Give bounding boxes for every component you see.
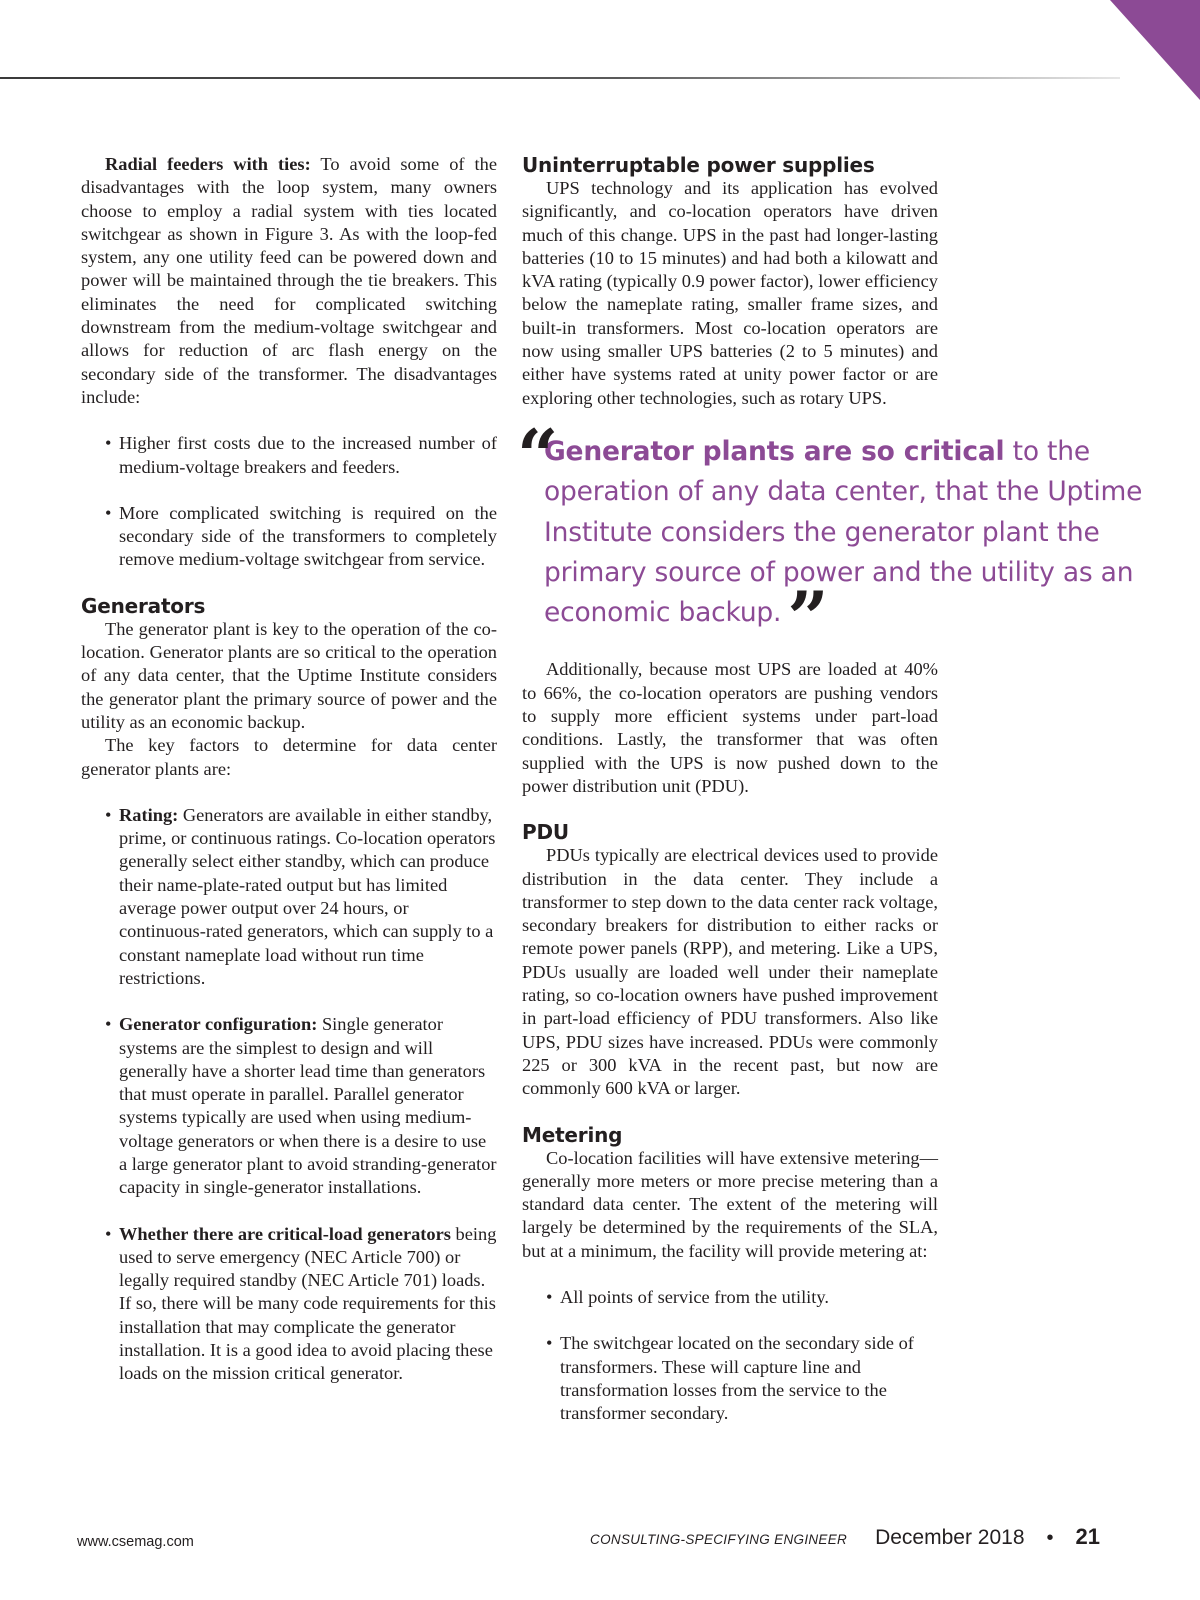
generator-factors-list [81, 804, 497, 1386]
metering-points-list [522, 1286, 938, 1425]
metering-point: • All points of service from the utility. [522, 1286, 938, 1309]
radial-feeders-text: To avoid some of the disadvantages with the loop system, many owners choose to employ a radial system with ties located switchgear as shown in Figure 3. As with the loop-fed system, any one utility feed can be powered down and power will be maintained through the tie breakers. This eliminates the need for complicated switching downstream from the medium-voltage switchgear and allows for reduction of arc flash energy on the secondary side of the transformer. The disadvantages include: [81, 154, 498, 407]
disadvantage-item: • Higher first costs due to the increased number of medium-voltage breakers and feeders. [81, 432, 497, 479]
factor-text: Single generator systems are the simplest to design and will generally have a shorter lead time than generators that must operate in parallel. Parallel generator systems typically are used when using medium-voltage generators or when there is a desire to use a large generator plant to avoid stranding-generator capacity in single-generator installations. [119, 1014, 497, 1198]
corner-accent [1090, 0, 1200, 110]
factor-item-critical-load [81, 1223, 497, 1386]
right-column [517, 153, 1143, 1425]
metering-paragraph: Co-location facilities will have extensive metering—generally more meters or more precise metering than a standard data center. The extent of the metering will largely be determined by the requirements of the SLA, but at a minimum, the facility will provide metering at: [522, 1147, 938, 1261]
ups-heading: Uninterruptable power supplies [522, 153, 875, 177]
radial-feeders-lead: Radial feeders with ties: [105, 154, 311, 174]
pdu-heading: PDU [522, 820, 569, 845]
pdu-paragraph: PDUs typically are electrical devices used to provide distribution in the data center. They include a transformer to step down to the data center rack voltage, secondary breakers for distribution to either racks or remote power panels (RPP), and metering. Like a UPS, PDUs usually are loaded well under their nameplate rating, so co-location owners have pushed improvement in part-load efficiency of PDU transformers. Also like UPS, PDU sizes have increased. PDUs were commonly 225 or 300 kVA in the recent past, but now are commonly 600 kVA or larger. [522, 845, 938, 1099]
pull-quote [517, 412, 1144, 661]
left-column [81, 153, 497, 1386]
factor-text: being used to serve emergency (NEC Article 700) or legally required standby (NEC Article 701) loads. If so, there will be many code requirements for this installation that may complicate the generator installation. It is a good idea to avoid placing these loads on the mission critical generator. [119, 1223, 497, 1384]
disadvantages-list [81, 432, 497, 571]
generators-paragraph-1: The generator plant is key to the operation of the co-location. Generator plants are so critical to the operation of any data center, that the Uptime Institute considers the generator plant the primary source of power and the utility as an economic backup. [81, 618, 497, 732]
generators-heading: Generators [81, 593, 206, 618]
footer-issue-date: December 2018 [875, 1526, 1025, 1549]
factor-lead: Generator configuration: [119, 1014, 318, 1035]
pull-quote-lead: Generator plants are so critical [544, 435, 1005, 467]
pull-quote-text: to the operation of any data center, that the Uptime Institute considers the generator plant the primary source of power and the utility as an economic backup. [544, 435, 1143, 629]
factor-item-configuration [81, 1013, 497, 1199]
factor-lead: Rating: [119, 804, 179, 825]
page-number: 21 [1075, 1524, 1100, 1549]
footer-info [590, 1524, 1100, 1550]
factor-lead: Whether there are critical-load generators [119, 1223, 451, 1244]
ups-paragraph-1: UPS technology and its application has evolved significantly, and co-location operators have driven much of this change. UPS in the past had longer-lasting batteries (10 to 15 minutes) and had both a kilowatt and kVA rating (typically 0.9 power factor), lower efficiency below the nameplate rating, smaller frame sizes, and built-in transformers. Most co-location operators are now using smaller UPS batteries (2 to 5 minutes) and either have systems rated at unity power factor or are exploring other technologies, such as rotary UPS. [522, 178, 938, 408]
open-quote-mark: “ [517, 412, 559, 498]
factor-item-rating [81, 804, 497, 990]
ups-paragraph-2: Additionally, because most UPS are loaded at 40% to 66%, the co-location operators are pushing vendors to supply more efficient systems under part-load conditions. Lastly, the transformer that was often supplied with the UPS is now pushed down to the power distribution unit (PDU). [522, 659, 938, 796]
radial-feeders-paragraph [81, 153, 497, 409]
footer-separator: • [1046, 1527, 1054, 1549]
close-quote-mark: ” [787, 575, 829, 661]
metering-point: • The switchgear located on the secondary side of transformers. These will capture line and transformation losses from the service to the transformer secondary. [522, 1332, 938, 1425]
footer-magazine: CONSULTING-SPECIFYING ENGINEER [590, 1532, 848, 1547]
disadvantage-item: • More complicated switching is required on the secondary side of the transformers to completely remove medium-voltage switchgear from service. [81, 502, 497, 572]
header-rule [0, 77, 1120, 79]
generators-paragraph-2: The key factors to determine for data center generator plants are: [81, 735, 497, 779]
footer-website: www.csemag.com [77, 1534, 194, 1550]
metering-heading: Metering [522, 1122, 623, 1147]
factor-text: Generators are available in either standby, prime, or continuous ratings. Co-location operators generally select either standby, which can produce their name-plate-rated output but has limited average power output over 24 hours, or continuous-rated generators, which can supply to a constant nameplate load without run time restrictions. [119, 804, 496, 988]
